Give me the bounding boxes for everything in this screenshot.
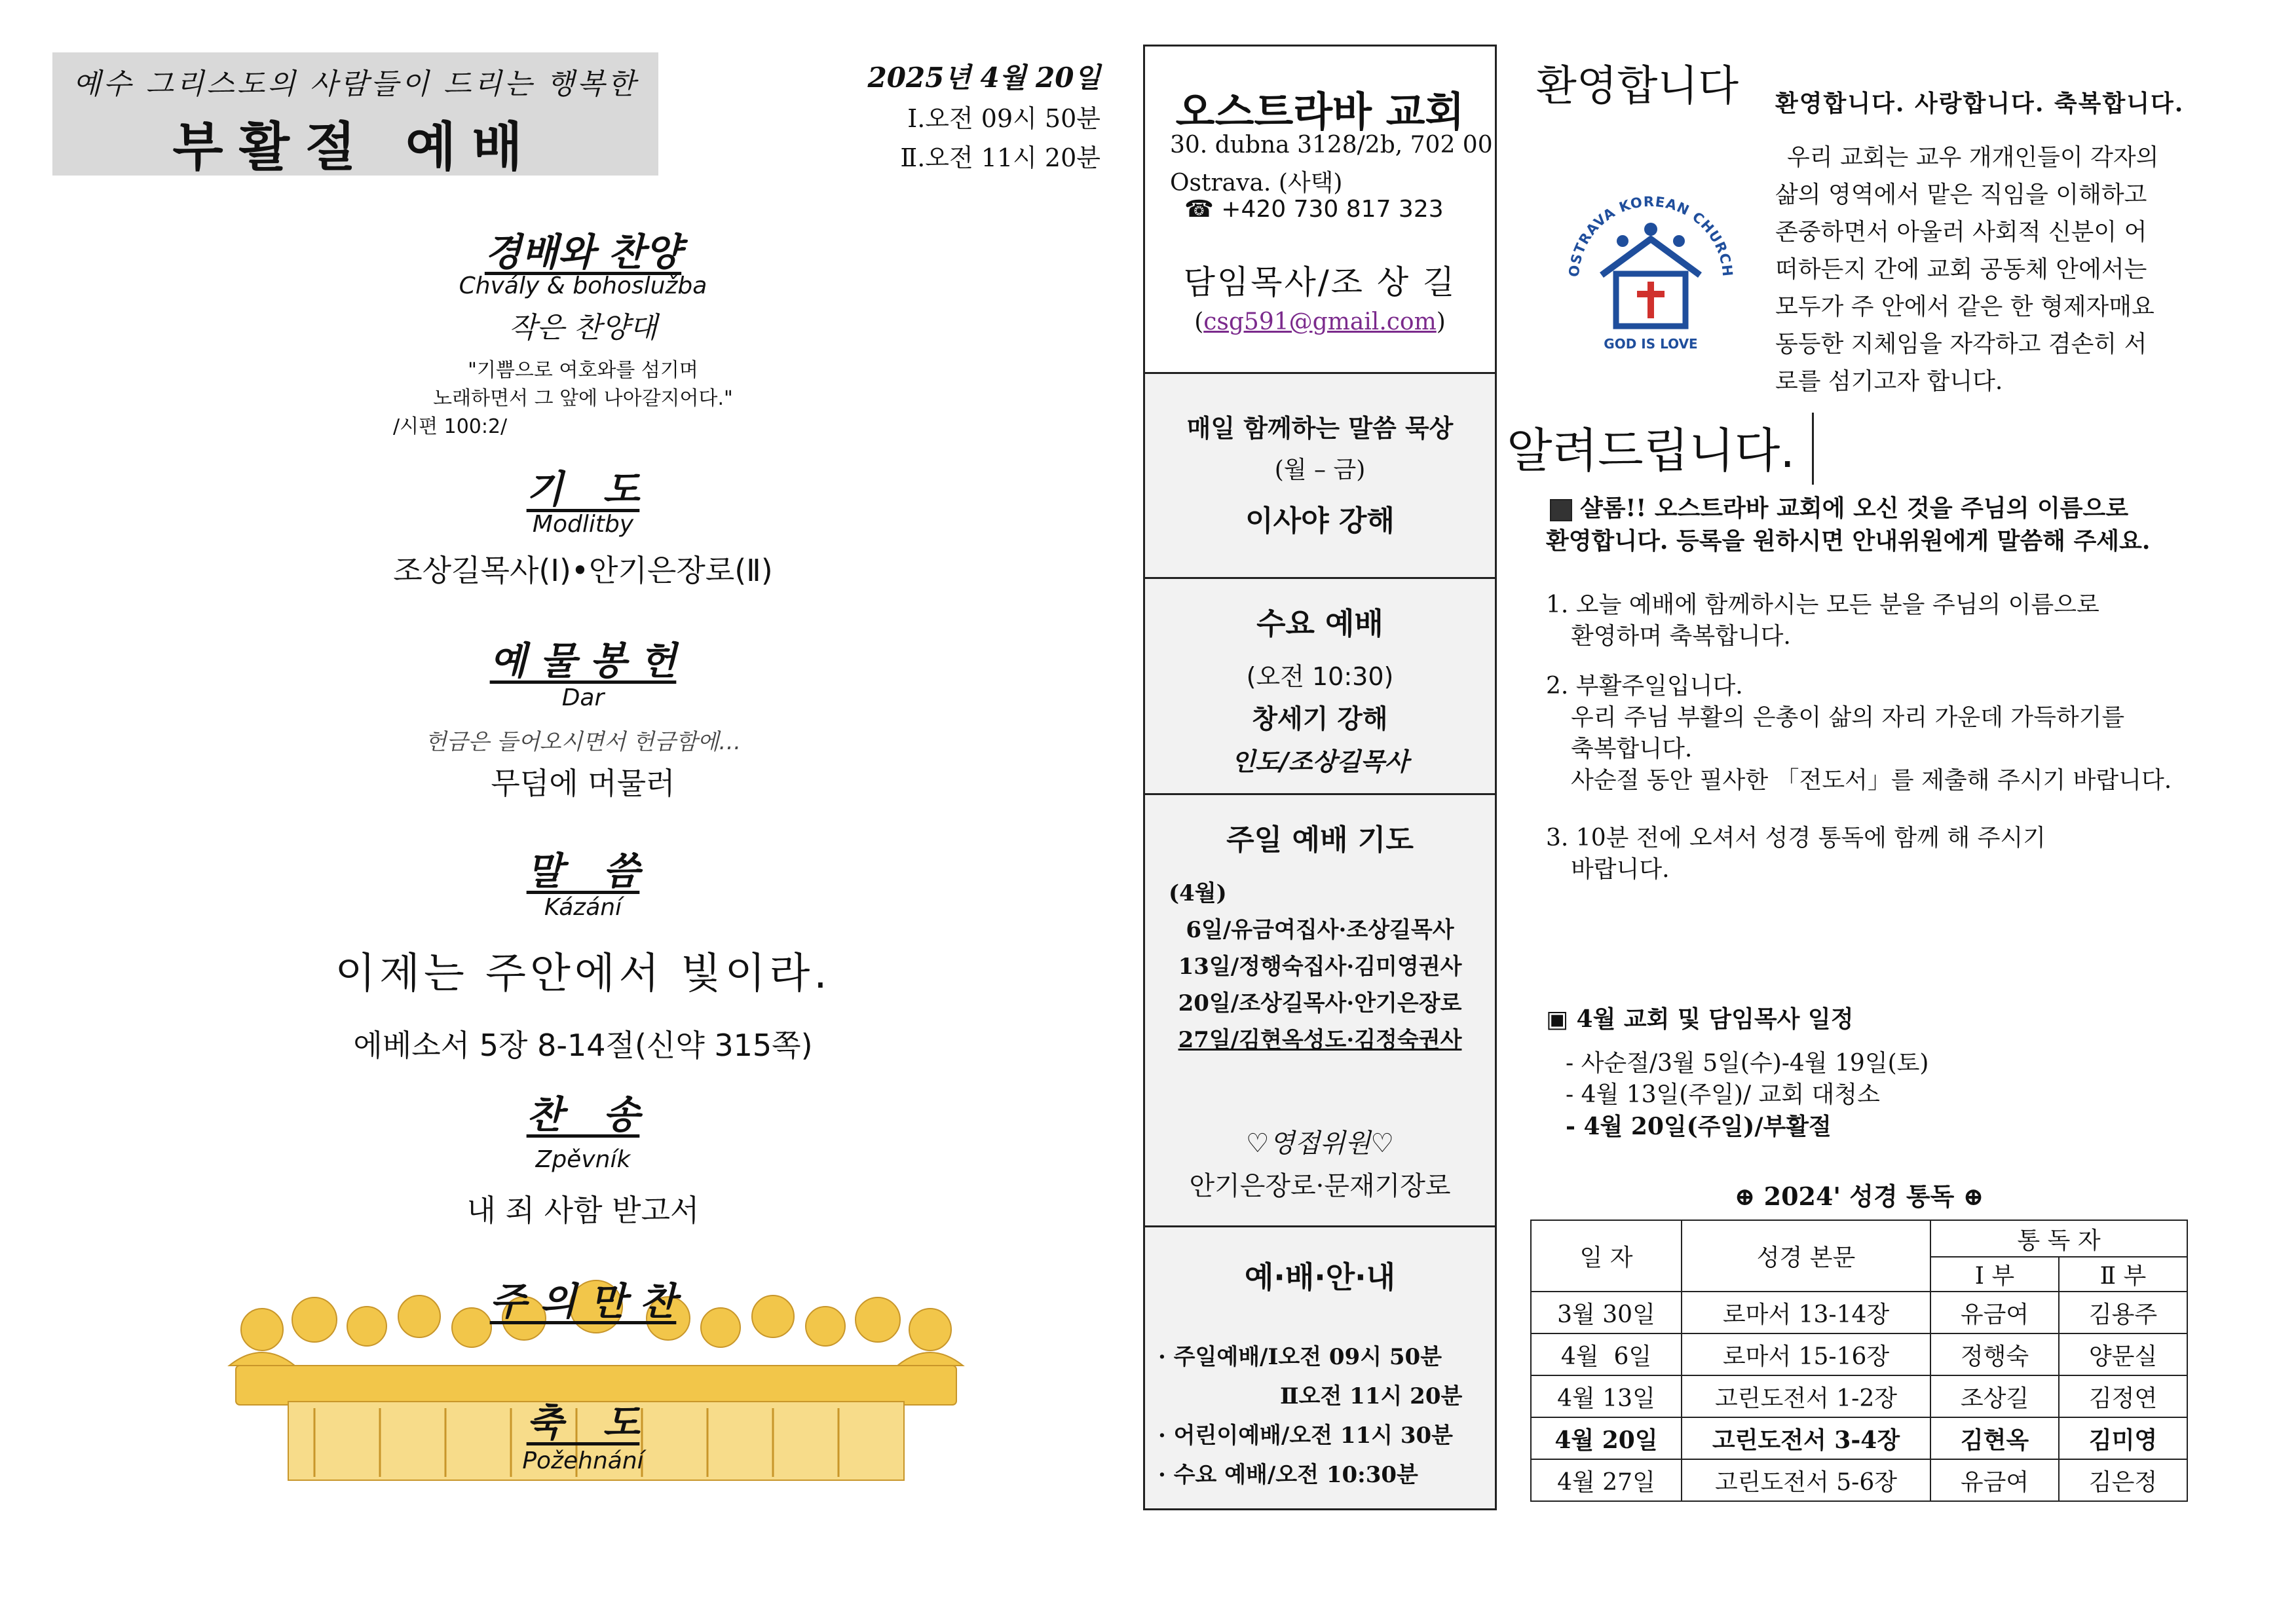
table-cell: 김은정 <box>2059 1459 2187 1501</box>
table-row-current <box>1531 1417 2187 1459</box>
section-hymn-heading: 찬 송 <box>526 1092 640 1137</box>
table-cell: 유금여 <box>1930 1292 2059 1333</box>
table-cell: 고린도전서 1-2장 <box>1682 1375 1930 1417</box>
wednesday-time: (오전 10:30) <box>1246 662 1394 691</box>
section-prayer-en: Modlitby <box>532 511 634 538</box>
table-row <box>1531 1333 2187 1375</box>
daily-book: 이사야 강해 <box>1245 504 1395 538</box>
offering-note: 헌금은 들어오시면서 헌금함에… <box>424 729 742 755</box>
table-cell: 김용주 <box>2059 1292 2187 1333</box>
section-offering-en: Dar <box>561 684 605 711</box>
col-text-header: 성경 본문 <box>1682 1220 1930 1292</box>
scripture-quote-line2: 노래하면서 그 앞에 나아갈지어다." <box>433 387 733 410</box>
section-sermon-en: Kázání <box>544 894 622 921</box>
schedule-item: - 사순절/3월 5일(수)-4월 19일(토) <box>1566 1050 1929 1077</box>
section-sermon-heading: 말 씀 <box>526 849 640 893</box>
section-hymn-en: Zpěvník <box>535 1146 631 1173</box>
notice-1a: 1. 오늘 예배에 함께하시는 모든 분을 주님의 이름으로 <box>1546 591 2099 618</box>
service-item: · 주일예배/Ⅰ오전 09시 50분 <box>1158 1344 1442 1370</box>
service-item: · 수요 예배/오전 10:30분 <box>1158 1462 1418 1488</box>
section-benediction-heading: 축 도 <box>526 1400 640 1445</box>
church-address-1: 30. dubna 3128/2b, 702 00 <box>1170 132 1493 158</box>
prayer-title: 주일 예배 기도 <box>1226 823 1414 857</box>
ushers-names: 안기은장로·문재기장로 <box>1189 1171 1451 1201</box>
wednesday-title: 수요 예배 <box>1256 606 1383 641</box>
daily-days: (월 – 금) <box>1274 456 1366 483</box>
service-guide-title: 예·배·안·내 <box>1244 1259 1396 1295</box>
section-worship-en: Chvály & bohoslužba <box>459 272 707 299</box>
table-cell: 고린도전서 3-4장 <box>1682 1417 1930 1459</box>
table-cell: 3월 30일 <box>1531 1292 1682 1333</box>
church-phone: ☎ +420 730 817 323 <box>1184 196 1444 223</box>
col-date-header: 일 자 <box>1531 1220 1682 1292</box>
col-readers-header: 통 독 자 <box>1930 1220 2187 1257</box>
daily-devotion-box <box>1145 374 1495 579</box>
schedule-title: ▣ 4월 교회 및 담임목사 일정 <box>1546 1005 1854 1033</box>
table-cell: 4월 20일 <box>1531 1417 1682 1459</box>
reading-title: ⊕ 2024' 성경 통독 ⊕ <box>1734 1182 1984 1211</box>
table-cell: 유금여 <box>1930 1459 2059 1501</box>
notices-heading: 알려드립니다. <box>1507 423 1796 478</box>
table-row <box>1531 1375 2187 1417</box>
section-benediction-en: Požehnání <box>522 1447 644 1474</box>
table-cell: 로마서 15-16장 <box>1682 1333 1930 1375</box>
prayer-item: 27일/김현옥성도·김정숙권사 <box>1178 1027 1462 1053</box>
table-cell: 고린도전서 5-6장 <box>1682 1459 1930 1501</box>
prayer-item: 6일/유금여집사·조상길목사 <box>1186 917 1454 943</box>
notice-intro-2: 환영합니다. 등록을 원하시면 안내위원에게 말씀해 주세요. <box>1546 527 2151 555</box>
table-cell: 김미영 <box>2059 1417 2187 1459</box>
church-info-panel <box>1143 45 1497 1510</box>
church-contact-box <box>1145 47 1495 374</box>
table-row <box>1531 1292 2187 1333</box>
table-cell: 김정연 <box>2059 1375 2187 1417</box>
service-time-1: Ⅰ.오전 09시 50분 <box>907 104 1101 133</box>
bulletin-title: 부활절 예배 <box>172 116 538 177</box>
wednesday-service-box <box>1145 579 1495 795</box>
prayer-item: 20일/조상길목사·안기은장로 <box>1178 990 1462 1016</box>
schedule-item: - 4월 20일(주일)/부활절 <box>1566 1113 1832 1140</box>
notice-1b: 환영하며 축복합니다. <box>1571 623 1791 650</box>
col-part2-header: Ⅱ 부 <box>2059 1257 2187 1292</box>
scripture-quote-ref: /시편 100:2/ <box>393 415 508 438</box>
wednesday-leader: 인도/조상길목사 <box>1231 747 1409 776</box>
service-item: Ⅱ오전 11시 20분 <box>1280 1383 1463 1409</box>
notice-3b: 바랍니다. <box>1571 856 1670 883</box>
hymn-title: 내 죄 사함 받고서 <box>466 1193 700 1228</box>
prayer-month: (4월) <box>1169 880 1227 906</box>
pastor-email-link[interactable]: csg591@gmail.com <box>1203 308 1437 335</box>
section-communion-heading: 주 의 만 찬 <box>489 1279 677 1324</box>
church-address-2: Ostrava. (사택) <box>1170 170 1343 196</box>
sermon-scripture: 에베소서 5장 8-14절(신약 315쪽) <box>353 1028 813 1063</box>
service-item: · 어린이예배/오전 11시 30분 <box>1158 1423 1453 1449</box>
table-row <box>1531 1459 2187 1501</box>
notice-2b: 우리 주님 부활의 은총이 삶의 자리 가운데 가득하기를 <box>1571 704 2125 731</box>
notice-2a: 2. 부활주일입니다. <box>1546 673 1743 699</box>
service-guide-box <box>1145 1227 1495 1508</box>
table-cell: 로마서 13-14장 <box>1682 1292 1930 1333</box>
notice-2c: 축복합니다. <box>1571 736 1693 762</box>
church-logo <box>1556 170 1746 360</box>
worship-choir: 작은 찬양대 <box>508 311 658 345</box>
section-worship-heading: 경배와 찬양 <box>484 230 682 274</box>
welcome-heading: 환영합니다 <box>1536 62 1739 111</box>
col-part1-header: Ⅰ 부 <box>1930 1257 2059 1292</box>
notice-3a: 3. 10분 전에 오셔서 성경 통독에 함께 해 주시기 <box>1546 825 2046 851</box>
notices-divider <box>1812 413 1814 485</box>
sermon-title: 이제는 주안에서 빛이라. <box>335 950 831 998</box>
notice-2d: 사순절 동안 필사한 「전도서」를 제출해 주시기 바랍니다. <box>1571 767 2172 794</box>
daily-title: 매일 함께하는 말씀 묵상 <box>1186 414 1454 443</box>
service-time-2: Ⅱ.오전 11시 20분 <box>900 143 1101 172</box>
prayer-leaders: 조상길목사(Ⅰ)•안기은장로(Ⅱ) <box>393 553 773 588</box>
table-cell: 조상길 <box>1930 1375 2059 1417</box>
pastor-email-wrap: (csg591@gmail.com) <box>1194 308 1446 335</box>
service-date: 2025년 4월 20일 <box>867 62 1101 94</box>
logo-arc-text: OSTRAVA KOREAN CHURCH <box>1566 193 1736 278</box>
table-cell: 4월 13일 <box>1531 1375 1682 1417</box>
section-offering-heading: 예 물 봉 헌 <box>489 639 677 683</box>
table-cell: 양문실 <box>2059 1333 2187 1375</box>
welcome-line: 환영합니다. 사랑합니다. 축복합니다. <box>1775 90 2185 117</box>
pastor-name: 담임목사/조 상 길 <box>1183 263 1457 301</box>
bulletin-subtitle: 예수 그리스도의 사람들이 드리는 행복한 <box>73 67 638 101</box>
logo-motto: GOD IS LOVE <box>1604 336 1698 352</box>
notice-bullet-icon <box>1550 499 1572 521</box>
table-cell: 4월 27일 <box>1531 1459 1682 1501</box>
table-cell: 정행숙 <box>1930 1333 2059 1375</box>
table-cell: 4월 6일 <box>1531 1333 1682 1375</box>
offering-song: 무덤에 머물러 <box>491 766 675 801</box>
scripture-quote-line1: "기쁨으로 여호와를 섬기며 <box>468 359 698 382</box>
section-prayer-heading: 기 도 <box>526 467 640 512</box>
church-name: 오스트라바 교회 <box>1175 88 1465 136</box>
ushers-title: ♡영접위원♡ <box>1245 1128 1395 1159</box>
notice-intro-1: 샬롬!! 오스트라바 교회에 오신 것을 주님의 이름으로 <box>1580 494 2129 522</box>
table-cell: 김현옥 <box>1930 1417 2059 1459</box>
schedule-item: - 4월 13일(주일)/ 교회 대청소 <box>1566 1081 1880 1108</box>
welcome-paragraph: 우리 교회는 교우 개개인들이 각자의 삶의 영역에서 맡은 직임을 이해하고 존중하면서 아울러 사회적 신분이 어 떠하든지 간에 교회 공동체 안에서는 모두가 주 안에서 같은 한 형제자매요 동등한 지체임을 자각하고 겸손히 서 로를 섬기고자 합니다. <box>1775 144 2159 395</box>
sunday-prayer-box <box>1145 795 1495 1227</box>
prayer-item: 13일/정행숙집사·김미영권사 <box>1178 954 1462 980</box>
bible-reading-table <box>1530 1220 2188 1502</box>
wednesday-book: 창세기 강해 <box>1252 704 1388 734</box>
